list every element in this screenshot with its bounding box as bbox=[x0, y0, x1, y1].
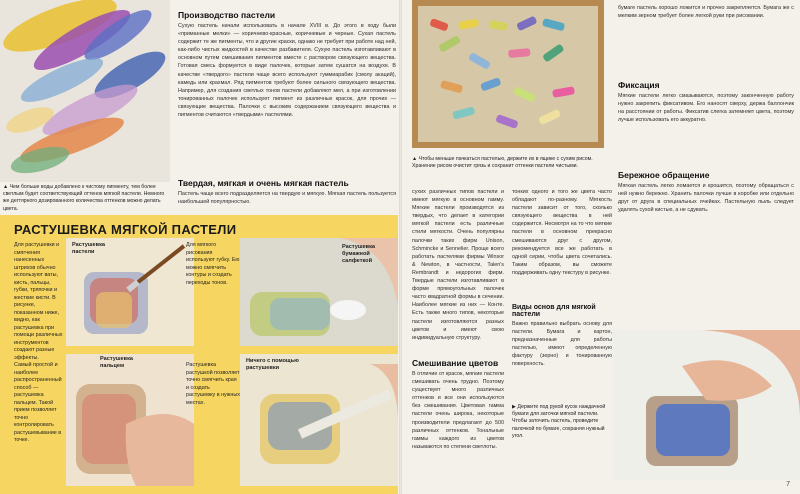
production-body: Сухую пастель начали использовать в начале XVIII в. До этого в ходу были «приманные мелки» — коричнево-красные, коричневые и черные. Сухая пастель содержит те же пигменты, что и другие краски, однако не требует при работе над ней, как-либо чистых жидкостей в качестве разбавителя. Сухую пастель изготавливают в основном путем смешивания пигментов вместе с раствором связующего вещества. Готовая смесь формуется в виде палочек, которые затем сушатся на воздухе. В качестве «твердого» пастели чаще всего используют гуммиарабик (смолу акаций), камедь или крахмал. Ряд пигментов требуют более сильного связующего вещества. Например, для создания светлых тонов пастели добавляют мел, а при изготовлении тонированных палочек используют пигмент из различных красок, для прочих — связующие вещества. Палочки с высоким содержанием связующего вещества и пигментов считаются «твердыми» пастелями. bbox=[178, 23, 396, 119]
paper-types-body: Важно правильно выбрать основу для пастели. Бумага и картон, предназначенные для работы пастелью, имеют определенную фактуру (зерно) и тонированную поверхность. bbox=[512, 321, 612, 368]
book-spine bbox=[399, 0, 402, 494]
fixation-section bbox=[618, 80, 794, 164]
blending-label-stump: Ничего с помощью растушевки bbox=[246, 358, 299, 371]
hand-sanding-photo bbox=[612, 330, 800, 480]
pastel-swatches-photo bbox=[0, 0, 170, 182]
color-mixing-body: В отличие от красок, мягкие пастели смешивать очень трудно. Поэтому существует много различных оттенков и все они используются без смешивания. Цветовая гамма пастели очень широка, некоторые производители предлагают до 500 различных оттенков. Тональные гаммы каждого из цветов называются по степени светлоты. bbox=[412, 371, 504, 450]
hardness-section bbox=[178, 178, 396, 214]
blending-finger-photo bbox=[66, 354, 194, 486]
color-mixing-title: Смешивание цветов bbox=[412, 358, 499, 368]
fixation-body: Мягкие пастели легко смазываются, поэтому законченную работу нужно закрепить фиксативом. Его наносят сверху, держа баллончик на расстоянии от работы. Фиксатив слегка затемняет цвета, поэтому лучше использовать его аккуратно. bbox=[618, 93, 794, 124]
paper-types-title: Виды основ для мягкой пастели bbox=[512, 304, 596, 318]
page-number: 7 bbox=[786, 481, 790, 488]
sponge-description: Для мягкого рисования используют губку. Ею можно смягчить контуры и создать переходы тонов. bbox=[186, 242, 240, 286]
production-section bbox=[178, 10, 396, 170]
careful-handling-title: Бережное обращение bbox=[618, 170, 710, 180]
fixation-title: Фиксация bbox=[618, 80, 660, 90]
hardness-body: Пастель чаще всего подразделяется на твердую и мягкую. Мягкая пастель пользуется наибольшей популярностью. bbox=[178, 191, 396, 206]
blending-intro-text: Для растушевки и смягчения нанесенных штрихов обычно используют ваты, кисть, пальцы, губки, тряпочки и жесткие кисти. В рисунке, показанном ниже, видно, как растушевка при помощи различных инструментов создают разные эффекты. bbox=[14, 242, 63, 361]
pastel-box-caption: ▲ Чтобы меньше пачкаться пастелью, держите их в ящике с сухим рисом. Хранение рисом очистит грязь и сохранит оттенки пастели чистыми. bbox=[412, 156, 593, 170]
paper-types-section bbox=[512, 304, 612, 368]
finger-description: Самый простой и наиболее распространенный способ — растушевка пальцем. Такой прием позволяет точно контролировать растушевывание в точке. bbox=[14, 362, 62, 443]
production-title: Производство пастели bbox=[178, 10, 276, 20]
pastel-box-photo bbox=[412, 0, 604, 148]
stump-description: Растушевка растушкой позволяет точно смягчить края и создать растушевку в нужных местах. bbox=[186, 362, 240, 406]
blending-label-pastel: Растушевка пастели bbox=[72, 242, 105, 255]
right-col1-body: сухих различных типов пастели и имеют мягкую в основном гамму. Мягкие пастели производятся из твердых, что делает в категории мягкой пастели есть различные стили мягкости. Очень популярны палочки таких фирм Unison, Schmincke и Sennelier. Проще всего работать пастелями фирмы Winsor & Newton, в частности, Talen's Rembrandt и недорогих фирм. Твердые пастели изготавливают в форме прямоугольных палочек часто квадратной формы в сечении. Наиболее мягкие из них — Конте. Есть также много типов, некоторые пастели изготовляются разных цветов и имеют свою индивидуальную структуру. bbox=[412, 189, 504, 341]
sanding-caption: ▶ Держите под рукой кусок наждачной бумаги для заточки мягкой пастели. Чтобы заточить пастель, проведите палочкой по бумаге, сохраняя нужный угол. bbox=[512, 404, 606, 439]
right-col2-body: тонких одного и того же цвета часто обладают по-разному. Мягкость пастели зависит от того, сколько связующего вещества в ней содержится. Несмотря на то что мягкие пастели в основном прекрасно смешиваются друг с другом, рекомендуется все же работать в одной серии, чтобы цвета сочетались. Таким образом, вы сможете поддерживать одну текстуру в рисунке. bbox=[512, 189, 612, 276]
blending-panel-title: РАСТУШЕВКА МЯГКОЙ ПАСТЕЛИ bbox=[14, 222, 237, 237]
hardness-title: Твердая, мягкая и очень мягкая пастель bbox=[178, 178, 349, 188]
blending-label-finger: Растушевка пальцем bbox=[100, 356, 133, 369]
careful-handling-body: Мягкая пастель легко ломается и крошится, поэтому обращаться с ней нужно бережно. Хранить палочки лучше в коробке или отдельно друг от друга в специальных ячейках. Пастельную пыль следует удалять сухой кистью, а не сдувать. bbox=[618, 183, 794, 214]
blending-stump-photo bbox=[240, 354, 398, 486]
careful-handling-section bbox=[618, 170, 794, 320]
blending-label-tissue: Растушевка бумажной салфеткой bbox=[342, 244, 375, 264]
pastel-swatches-caption: ▲ Чем больше воды добавлено к чистому пигменту, тем более светлым будет соответствующий оттенок мягкой пастели. Немного же дегтярного дозированного количества оттенков можно делать цвета. bbox=[3, 184, 165, 212]
right-col3-top: бумаге пастель хорошо ложится и прочно закрепляется. Бумага же с мелким зерном требует более легкой руки при рисовании. bbox=[618, 5, 794, 20]
